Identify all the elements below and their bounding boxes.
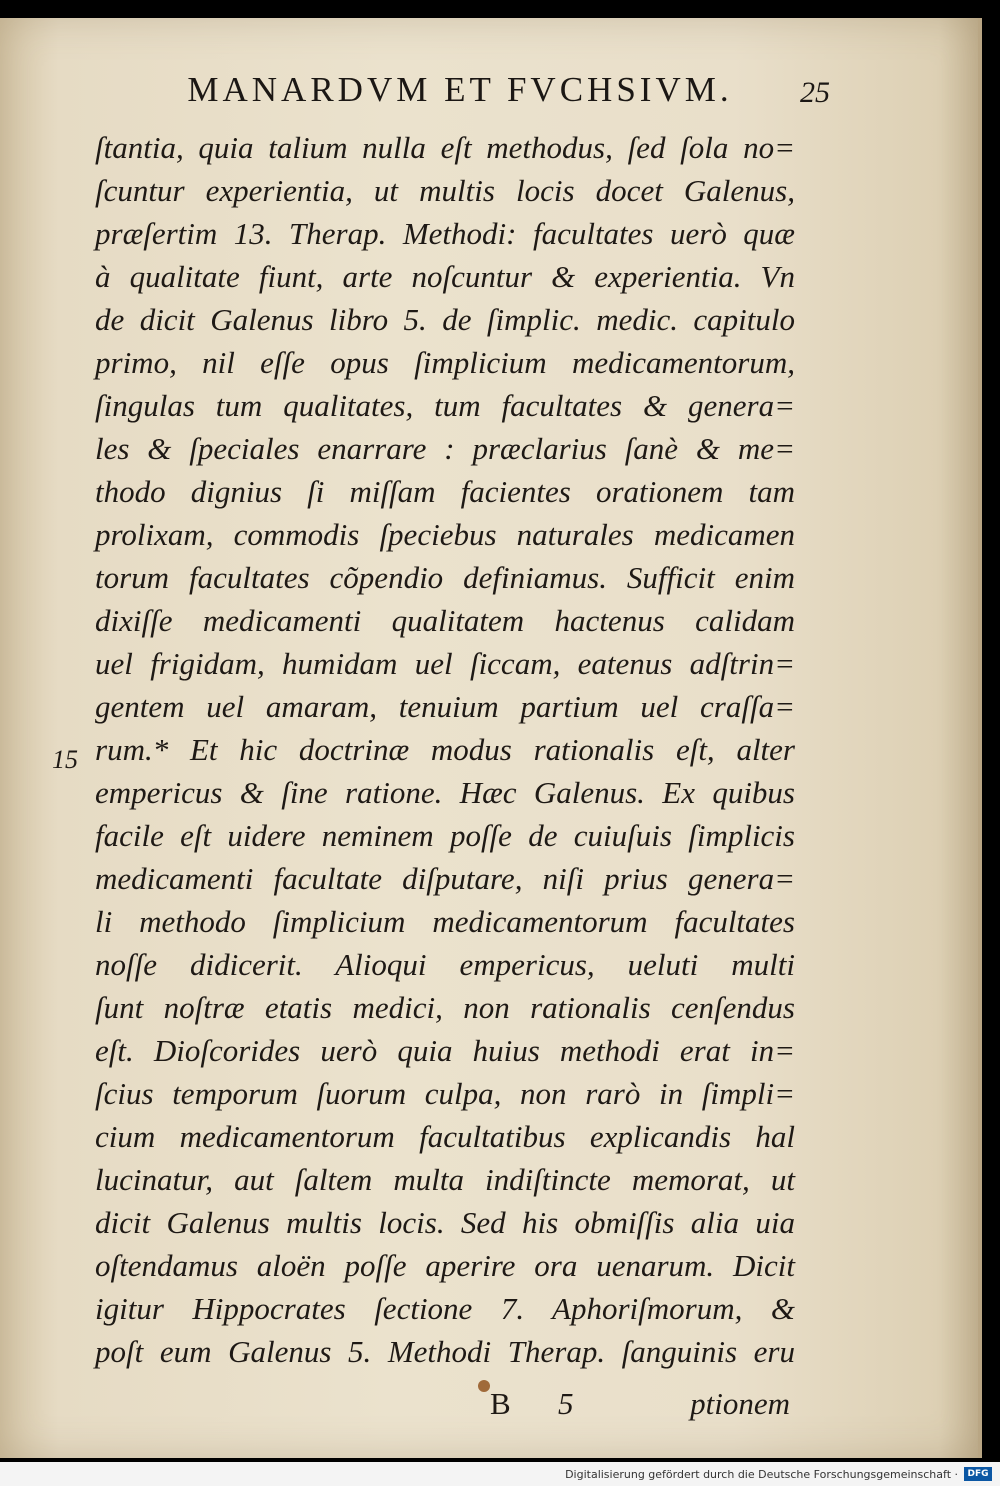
text-line: primo, nil eſſe opus ſimplicium medicamentorum, [95, 345, 795, 380]
book-page [0, 18, 982, 1458]
text-line: ſingulas tum qualitates, tum facultates & genera= [95, 388, 795, 423]
text-line: noſſe didicerit. Alioqui empericus, ueluti multi [95, 947, 795, 982]
text-line: ſcius temporum ſuorum culpa, non rarò in ſimpli= [95, 1076, 795, 1111]
text-line: rum.* Et hic doctrinæ modus rationalis eſt, alter [95, 732, 795, 767]
text-line: poſt eum Galenus 5. Methodi Therap. ſanguinis eru [95, 1334, 795, 1369]
text-line: lucinatur, aut ſaltem multa indiſtincte memorat, ut [95, 1162, 795, 1197]
running-title: MANARDVM ET FVCHSIVM. [187, 70, 733, 109]
text-line: dicit Galenus multis locis. Sed his obmiſſis alia uia [95, 1205, 795, 1240]
dfg-logo-icon: DFG [964, 1467, 992, 1481]
text-line: præſertim 13. Therap. Methodi: facultates uerò quæ [95, 216, 795, 251]
text-line: empericus & ſine ratione. Hæc Galenus. Ex quibus [95, 775, 795, 810]
text-line: dixiſſe medicamenti qualitatem hactenus calidam [95, 603, 795, 638]
text-line: torum facultates cõpendio definiamus. Sufficit enim [95, 560, 795, 595]
funding-credit: Digitalisierung gefördert durch die Deutsche Forschungsgemeinschaft · [565, 1468, 958, 1481]
text-line: les & ſpeciales enarrare : præclarius ſanè & me= [95, 431, 795, 466]
text-line: oſtendamus aloën poſſe aperire ora uenarum. Dicit [95, 1248, 795, 1283]
text-line: li methodo ſimplicium medicamentorum facultates [95, 904, 795, 939]
text-line: medicamenti facultate diſputare, niſi prius genera= [95, 861, 795, 896]
text-line: gentem uel amaram, tenuium partium uel craſſa= [95, 689, 795, 724]
body-text [95, 126, 795, 1373]
text-line: cium medicamentorum facultatibus explicandis hal [95, 1119, 795, 1154]
page-number: 25 [800, 76, 830, 109]
text-line: uel frigidam, humidam uel ſiccam, eatenus adſtrin= [95, 646, 795, 681]
signature-mark: B [490, 1386, 511, 1421]
digitization-footer [0, 1462, 1000, 1486]
text-line: prolixam, commodis ſpeciebus naturales medicamen [95, 517, 795, 552]
text-line: eſt. Dioſcorides uerò quia huius methodi erat in= [95, 1033, 795, 1068]
text-line: à qualitate fiunt, arte noſcuntur & experientia. Vn [95, 259, 795, 294]
text-line: ſcuntur experientia, ut multis locis docet Galenus, [95, 173, 795, 208]
text-line: igitur Hippocrates ſectione 7. Aphoriſmorum, & [95, 1291, 795, 1326]
margin-line-number: 15 [52, 745, 78, 774]
text-line: ſunt noſtræ etatis medici, non rationalis cenſendus [95, 990, 795, 1025]
text-line: ſtantia, quia talium nulla eſt methodus, ſed ſola no= [95, 130, 795, 165]
catchline [480, 1386, 790, 1429]
text-line: facile eſt uidere neminem poſſe de cuiuſuis ſimplicis [95, 818, 795, 853]
catchword: ptionem [690, 1386, 790, 1421]
text-line: de dicit Galenus libro 5. de ſimplic. medic. capitulo [95, 302, 795, 337]
text-line: thodo dignius ſi miſſam facientes orationem tam [95, 474, 795, 509]
signature-number: 5 [558, 1386, 574, 1421]
